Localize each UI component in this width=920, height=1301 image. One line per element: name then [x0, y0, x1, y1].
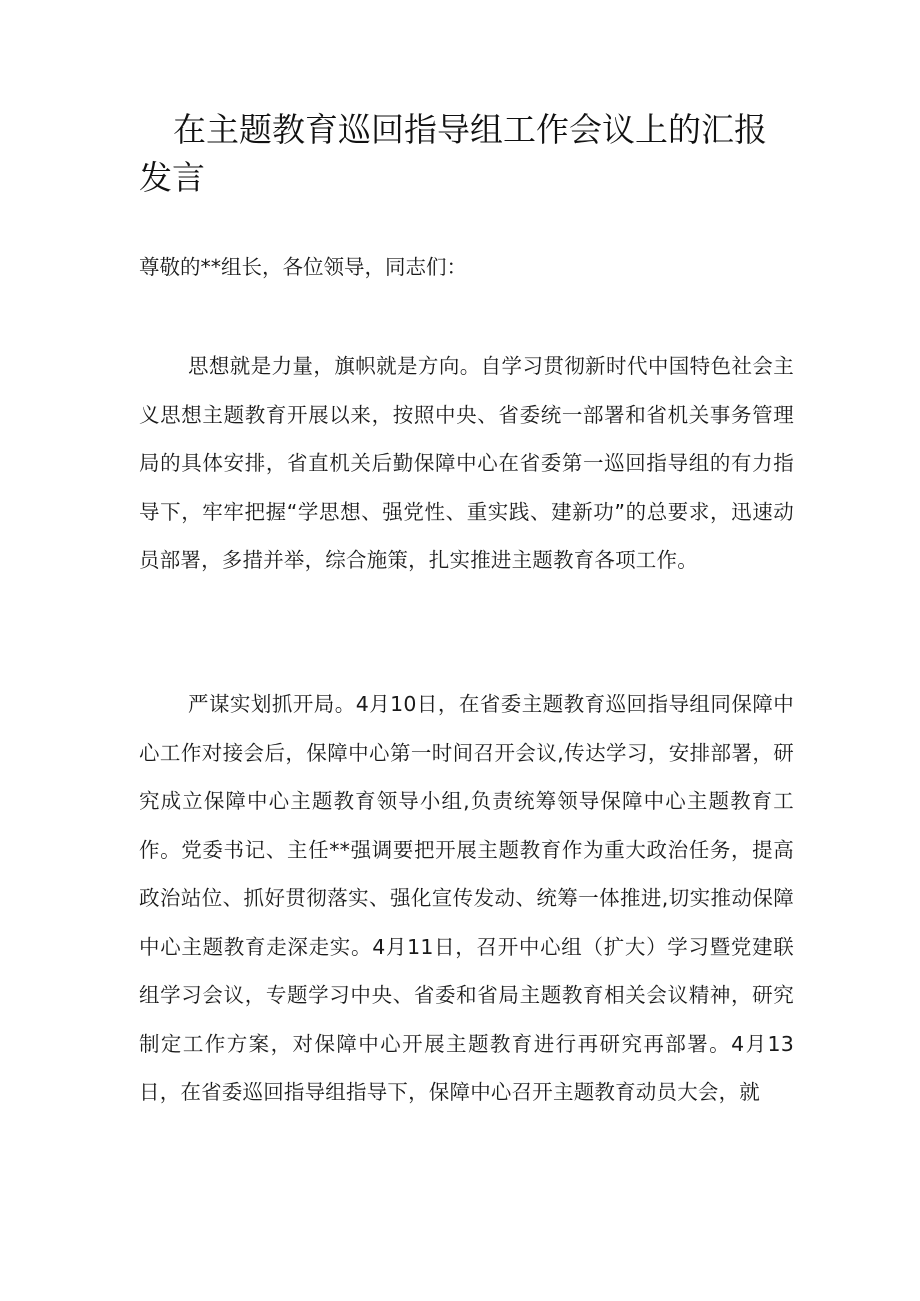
document-title: 在主题教育巡回指导组工作会议上的汇报发言: [139, 110, 767, 197]
salutation-line: 尊敬的**组长，各位领导，同志们：: [139, 255, 467, 279]
paragraph-kickoff: 严谋实划抓开局。4月10日，在省委主题教育巡回指导组同保障中心工作对接会后，保障中心第一时间召开会议,传达学习，安排部署，研究成立保障中心主题教育领导小组,负责统筹领导保障中心主题教育工作。党委书记、主任**强调要把开展主题教育作为重大政治任务，提高政治站位、抓好贯彻落实、强化宣传发动、统筹一体推进,切实推动保障中心主题教育走深走实。4月11日，召开中心组（扩大）学习暨党建联组学习会议，专题学习中央、省委和省局主题教育相关会议精神，研究制定工作方案，对保障中心开展主题教育进行再研究再部署。4月13日，在省委巡回指导组指导下，保障中心召开主题教育动员大会，就: [139, 692, 794, 1104]
paragraph-intro: 思想就是力量，旗帜就是方向。自学习贯彻新时代中国特色社会主义思想主题教育开展以来，按照中央、省委统一部署和省机关事务管理局的具体安排，省直机关后勤保障中心在省委第一巡回指导组的有力指导下，牢牢把握“学思想、强党性、重实践、建新功”的总要求，迅速动员部署，多措并举，综合施策，扎实推进主题教育各项工作。: [139, 354, 794, 572]
